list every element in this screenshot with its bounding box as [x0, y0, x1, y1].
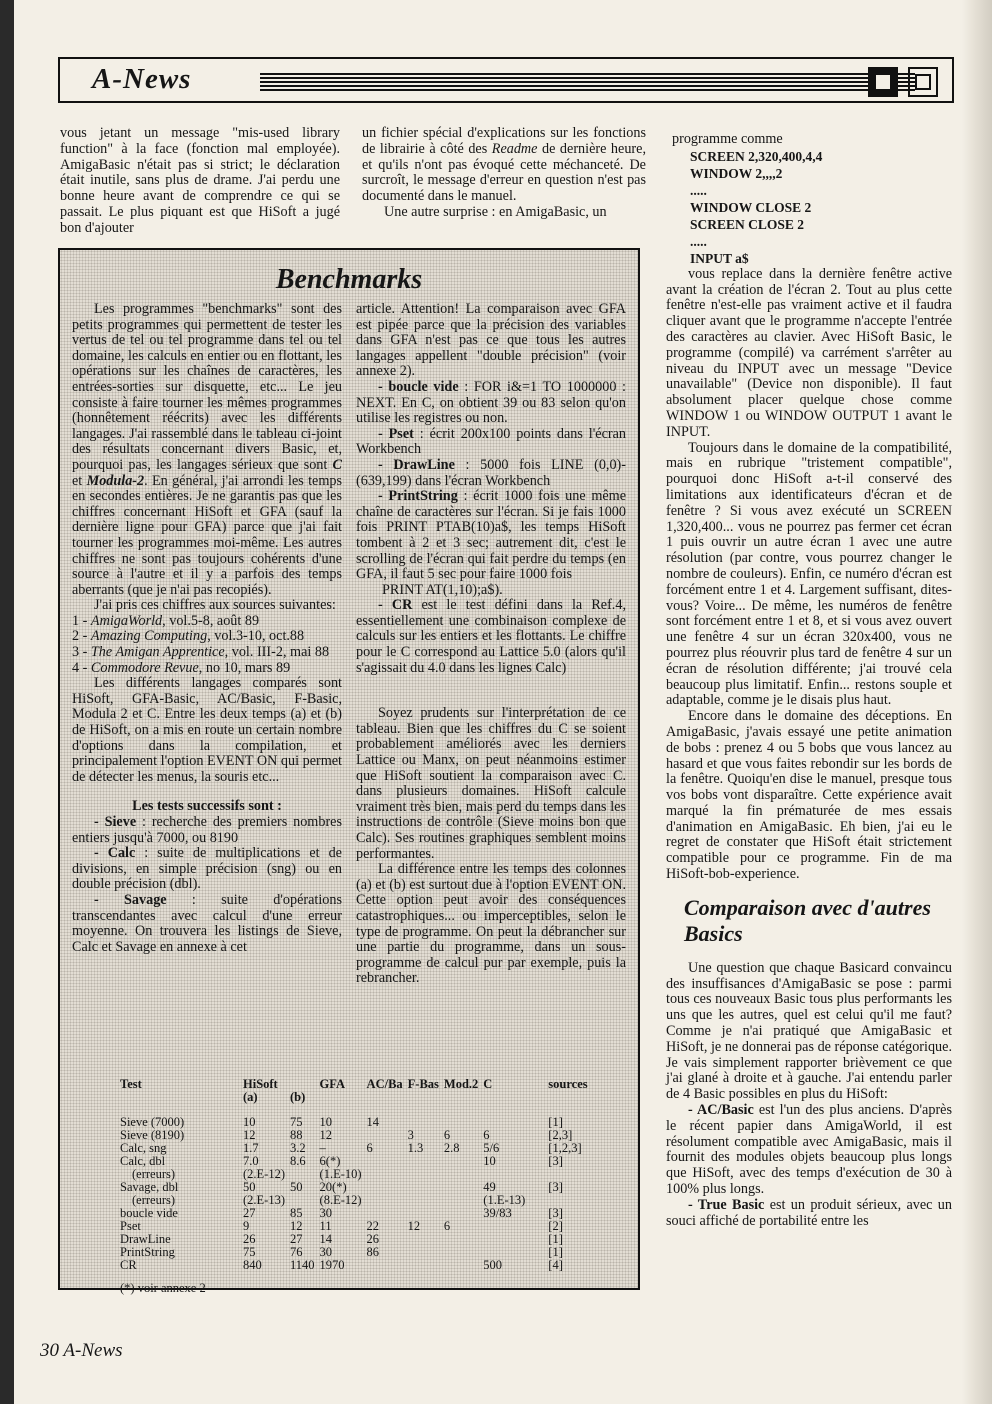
table-spacer [120, 1104, 593, 1116]
table-cell: 10 [319, 1115, 333, 1129]
table-cell: 27 [243, 1206, 256, 1220]
page-spine [0, 0, 14, 1404]
source-number: 2 - [72, 628, 91, 645]
table-cell: 5/6 [483, 1141, 500, 1155]
masthead [58, 57, 954, 103]
table-cell: (1.E-10) [319, 1167, 362, 1181]
table-cell [367, 1194, 408, 1207]
box-text: et [72, 472, 83, 489]
tests-heading: Les tests successifs sont : [132, 798, 282, 815]
source-title: Amazing Computing [90, 628, 208, 645]
box-right-paragraph-2: Soyez prudents sur l'interprétation de ce tableau. Bien que les chiffres du C se soient probablement améliorés avec les derniers Lattice ou Manx, on peut néanmoins estimer que HiSoft soutient la comparaison avec C. dans plusieurs domaines. HiSoft calcule vraiment très bien, mais perd du temps dans les instructions de contrôle (Sieve moins bon que Calc). Ses routines graphiques semblent moins performantes. [356, 705, 626, 862]
section-heading: Comparaison avec d'autres Basics [684, 894, 931, 946]
table-row [120, 1194, 593, 1207]
table-cell: 500 [483, 1258, 503, 1272]
table-cell [444, 1091, 483, 1104]
sources-list [72, 614, 342, 676]
box-text: : 5000 fois LINE (0,0)-(639,199) dans l'écran Workbench [356, 456, 627, 489]
col3-paragraph-3: Encore dans le domaine des déceptions. En AmigaBasic, j'avais essayé une petite animation de bobs : prenez 4 ou 5 bobs que vous lancez au hasard et que vous faites rebondir sur les bords de la fenêtre. Quoiqu'en dise le manuel, presque tous vos bobs vont disparaître. Cette expérience avait marqué la fin prématurée de mes essais d'animation en AmigaBasic. Eh bien, j'ai eu le regret de constater que HiSoft était strictement compatible pour ce programme. Fin de ma HiSoft-bob-experience. [666, 708, 952, 883]
table-footnote: (*) voir annexe 2 [120, 1281, 206, 1295]
table-cell: 76 [290, 1245, 303, 1259]
table-cell: Pset [120, 1219, 141, 1233]
table-cell: 9 [243, 1219, 250, 1233]
source-item [72, 661, 342, 677]
table-cell: CR [120, 1258, 137, 1272]
box-text: : suite d'opérations transcendantes avec calcul d'une erreur moyenne. On trouvera les listings de Sieve, Calc et Savage en annexe à cet [72, 891, 342, 955]
table-cell: 49 [483, 1180, 496, 1194]
table-cell: 85 [290, 1206, 303, 1220]
term-pset: - Pset [378, 425, 414, 442]
subheader-b: (b) [290, 1090, 306, 1104]
table-cell: 1.3 [407, 1141, 424, 1155]
table-cell: 27 [290, 1232, 303, 1246]
table-cell [483, 1116, 530, 1129]
col3-intro: programme comme [672, 131, 783, 147]
table-cell [408, 1259, 444, 1272]
col2-paragraph-1 [362, 126, 646, 205]
term-c: C [332, 456, 343, 473]
table-cell: 10 [243, 1115, 256, 1129]
table-cell: [3] [548, 1154, 563, 1168]
table-cell: 10 [483, 1154, 496, 1168]
table-cell [408, 1091, 444, 1104]
source-title: AmigaWorld [90, 612, 163, 629]
col3-paragraph-1: vous replace dans la dernière fenêtre active avant la création de l'écran 2. Tout au plus cette fenêtre n'est-elle pas vraiment active et il faudra cliquer avant que le programme n'accepte l'entrée des caractères au clavier. Avec HiSoft Basic, le programme (compilé) va carrément s'arrêter au niveau du INPUT avec un message "Device unavailable" (Device non disponible). Il faut absolument placer quelque chose comme WINDOW 1 ou WINDOW OUTPUT 1 avant le INPUT. [666, 265, 952, 440]
table-cell: 14 [366, 1115, 380, 1129]
box-text: : suite de multiplications et de divisions, en simple précision (sng) ou en double précision (dbl). [72, 845, 342, 893]
source-ref: , vol.3-10, oct.88 [207, 628, 305, 645]
column-3 [666, 132, 952, 1229]
table-cell [408, 1233, 444, 1246]
table-cell: [4] [548, 1258, 563, 1272]
box-text: est le test défini dans la Ref.4, essentiellement une combinaison complexe de calculs sur les entiers et les flottants. Le chiffre pour le C correspond au Lattice 5.0 (alors qu'il s'agissait du 4.0 dans les lignes Calc) [356, 597, 626, 676]
table-cell: 11 [319, 1219, 332, 1233]
col3-paragraph-2: Toujours dans le domaine de la compatibilité, mais en rubrique "tristement compatible", pourquoi donc HiSoft a-t-il conservé des limitations aux identificateurs d'écran et de fenêtre ? Si vous avez exécuté un SCREEN 1,320,400... vous ne pourrez pas fermer cet écran 1 puis ouvrir un autre écran 1 avec une autre résolution (par contre, vous pourrez changer le nombre de couleurs). Enfin, ce numéro d'écran est forcément entre 1 et 4. Largement suffisant, dites-vous? Voire... De même, les numéros de fenêtre sont forcément entre 1 et 8, et si vous avez ouvert une fenêtre 4 sur un écran 320x400, vous ne pourrez plus réouvrir plus tard de fenêtre 4 sur un écran de résolution différente; j'ai trouvé cela beaucoup plus limitatif. Enfin... restons souple et adaptable, comme je le disais plus haut. [666, 439, 952, 709]
table-cell [367, 1155, 408, 1168]
col2-text: un fichier spécial d'explications sur les fonctions de librairie à côté des [362, 125, 646, 157]
table-cell: [1] [548, 1232, 563, 1246]
table-cell: Calc, dbl [120, 1154, 166, 1168]
header-sources: sources [548, 1077, 588, 1091]
code-listing [666, 148, 952, 267]
table-cell [444, 1246, 483, 1259]
col3-paragraph-6 [666, 1198, 952, 1230]
bench-drawline [356, 458, 626, 489]
masthead-rule [260, 73, 915, 91]
bench-loop [356, 380, 626, 427]
term-savage: - Savage [94, 891, 167, 908]
bench-cr [356, 598, 626, 676]
table-cell: [1,2,3] [548, 1141, 582, 1155]
table-cell: 3 [407, 1128, 414, 1142]
table-cell: [2] [548, 1219, 563, 1233]
source-title: Commodore Revue [90, 659, 199, 676]
table-cell [530, 1091, 592, 1104]
table-cell: 12 [290, 1219, 303, 1233]
term-modula: Modula-2 [86, 472, 145, 489]
term-truebasic: - True Basic [688, 1196, 765, 1213]
test-savage [72, 893, 342, 955]
table-cell: 6 [443, 1219, 451, 1233]
table-cell: Sieve (8190) [120, 1128, 185, 1142]
test-calc [72, 846, 342, 893]
table-body [120, 1116, 593, 1272]
table-cell: Sieve (7000) [120, 1115, 185, 1129]
source-item [72, 629, 342, 645]
term-calc: - Calc [94, 845, 136, 862]
table-cell [444, 1181, 483, 1194]
box-text: . En général, j'ai arrondi les temps en secondes entières. Je ne garantis pas que les chiffres concernant HiSoft et GFA (sauf la dernière ligne pour GFA) parce que j'ai fait tourner les programmes moi-même. Les autres chiffres ne sont pas toujours cohérents d'une source à l'autre et il y a parfois des temps aberrants (que je n'ai pas recopiés). [72, 472, 342, 598]
col3-text: est un produit sérieux, avec un souci affiché de portabilité entre les [666, 1196, 952, 1229]
box-paragraph-2: J'ai pris ces chiffres aux sources suivantes: [94, 597, 336, 614]
page-edge [962, 0, 992, 1404]
term-cr: - CR [378, 597, 413, 614]
table-cell: 840 [243, 1258, 262, 1272]
col2-text: de dernière heure, et qu'ils n'ont pas évoqué cette méchanceté. De surcroît, le message d'erreur en question n'est pas documenté dans le manuel. [362, 140, 646, 205]
header-test: Test [120, 1077, 142, 1091]
column-1-top [60, 126, 340, 237]
source-ref: , vol.5-8, août 89 [162, 612, 260, 629]
benchmarks-box [58, 248, 640, 1295]
table-cell: [1] [548, 1245, 563, 1259]
source-number: 1 - [72, 612, 91, 629]
table-cell [444, 1155, 483, 1168]
table-cell: 88 [290, 1128, 303, 1142]
table-cell [367, 1091, 408, 1104]
table-cell: 6(*) [319, 1154, 341, 1168]
code-line: ..... [690, 182, 707, 198]
table-cell: 50 [290, 1180, 303, 1194]
code-line: SCREEN CLOSE 2 [690, 216, 805, 232]
source-ref: , no 10, mars 89 [198, 659, 291, 676]
table-cell [444, 1168, 483, 1181]
box-text: : écrit 200x100 points dans l'écran Workbench [356, 425, 626, 458]
table-cell [408, 1194, 444, 1207]
readme-emphasis: Readme [491, 140, 538, 157]
source-ref: , vol. III-2, mai 88 [224, 644, 330, 661]
box-text: Les programmes "benchmarks" sont des petits programmes qui permettent de tester les vertus de tel ou tel programme dans tel ou tel domaine, les calculs en entier ou en flottant, les opérations sur les chaînes de caractères, les entrées-sorties sur disquette, etc... Le jeu consiste à faire tourner les mêmes programmes (honnêtement réécrits) avec les différents langages. J'ai rassemblé dans le tableau ci-joint des résultats concernant divers Basic, et, pourquoi pas, les langages sérieux que sont [72, 301, 342, 473]
table-cell: boucle vide [120, 1206, 178, 1220]
box-right-paragraph-3: La différence entre les temps des colonnes (a) et (b) est surtout due à l'option EVENT ON. Cette option peut avoir des conséquences catastrophiques... ou imperceptibles, selon le type de programme. On peut la débrancher sur une partie du programme, dans un sous-programme de calcul pur par exemple, puis la rebrancher. [356, 861, 626, 987]
bench-printstring-code: PRINT AT(1,10);a$). [382, 581, 503, 598]
header-hisoft: HiSoft [243, 1077, 278, 1091]
source-title: The Amigan Apprentice [90, 644, 225, 661]
table-cell [408, 1155, 444, 1168]
box-title: Benchmarks [275, 264, 423, 295]
table-cell: (erreurs) [132, 1193, 176, 1207]
table-cell: (8.E-12) [319, 1193, 362, 1207]
table-cell: 39/83 [483, 1206, 512, 1220]
header-acba: AC/Ba [366, 1077, 403, 1091]
page-footer: 30 A-News [40, 1340, 123, 1361]
table-cell: 6 [483, 1128, 490, 1142]
table-cell: [3] [548, 1180, 563, 1194]
table-cell: 2.8 [443, 1141, 460, 1155]
table-row [120, 1220, 593, 1233]
box-paragraph-1 [72, 302, 342, 598]
table-cell: 12 [319, 1128, 333, 1142]
table-cell: 1.7 [243, 1141, 259, 1155]
table-cell: 14 [319, 1232, 333, 1246]
table-cell: Calc, sng [120, 1141, 167, 1155]
table-cell: 75 [290, 1115, 303, 1129]
term-sieve: - Sieve [94, 814, 137, 830]
term-boucle: - boucle vide [378, 378, 459, 395]
table-cell [483, 1091, 530, 1104]
box-text: : écrit 1000 fois une même chaîne de caractères sur l'écran. Si je fais 1000 fois PRINT PTAB(10)a$, les temps HiSoft tombent à 2 et 3 sec; autrement dit, c'est le scrolling de l'écran qui fait perdre du temps (en GFA, il faut 5 sec pour faire 1000 fois [356, 488, 626, 583]
source-number: 3 - [72, 644, 91, 661]
table-footnote-row [120, 1282, 593, 1295]
table-cell: 86 [366, 1245, 380, 1259]
table-cell: 12 [243, 1128, 256, 1142]
box-text: : recherche des premiers nombres entiers jusqu'à 7000, ou 8190 [72, 814, 342, 846]
table-cell: 3.2 [290, 1141, 306, 1155]
table-cell: 1970 [319, 1258, 345, 1272]
table-cell: 75 [243, 1245, 256, 1259]
masthead-title: A-News [92, 63, 192, 95]
box-right-paragraph-1: article. Attention! La comparaison avec GFA est pipée parce que la précision des variables dans GFA n'est pas ce que tous les autres langages appellent "double précision" (voir annexe 2). [356, 301, 626, 380]
table-cell [120, 1104, 593, 1116]
table-cell: 8.6 [290, 1154, 306, 1168]
code-line: WINDOW CLOSE 2 [690, 199, 812, 215]
col3-paragraph-5 [666, 1103, 952, 1198]
table-cell: [3] [548, 1206, 563, 1220]
table-row [120, 1142, 593, 1155]
table-cell [320, 1091, 367, 1104]
table-cell [367, 1259, 408, 1272]
table-cell: 26 [366, 1232, 380, 1246]
table-cell: 1140 [290, 1258, 315, 1272]
box-text: : FOR i&=1 TO 1000000 : NEXT. En C, on obtient 39 ou 83 selon qu'on utilise les registres ou non. [356, 378, 626, 427]
table-cell [408, 1246, 444, 1259]
table-cell: (1.E-13) [483, 1193, 526, 1207]
table-cell [444, 1259, 483, 1272]
col1-paragraph: vous jetant un message "mis-used library function" à la face (fonction mal employée). AmigaBasic n'était pas si strict; le déclaration était inutile, sans plus de drame. J'ai perdu une bonne heure avant de comprendre ce qui se passait. Le plus piquant est que HiSoft a jugé bon d'ajouter [60, 125, 340, 236]
term-acbasic: - AC/Basic [688, 1102, 754, 1119]
source-item [72, 614, 342, 630]
col3-text: est l'un des plus anciens. D'après le récent papier dans AmigaWorld, il est résolument compatible avec AmigaBasic, mais il fournit des modules objets beaucoup plus longs que HiSoft, avec des temps d'exécution de 30 à 100% plus longs. [666, 1102, 952, 1198]
table-row [120, 1246, 593, 1259]
header-gfa: GFA [319, 1077, 346, 1091]
table-cell: 6 [443, 1128, 451, 1142]
code-line: ..... [690, 233, 707, 249]
table-cell [367, 1168, 408, 1181]
table-cell [444, 1194, 483, 1207]
table-cell [120, 1091, 243, 1104]
code-line: INPUT a$ [690, 250, 749, 266]
box-paragraph-3: Les différents langages comparés sont HiSoft, GFA-Basic, AC/Basic, F-Basic, Modula 2 et C. Entre les deux temps (a) et (b) de HiSoft, on a mis en route un certain nombre d'options dans la compilation, et principalement l'option EVENT ON qui permet de détecter les menus, la souris etc... [72, 675, 342, 785]
table-row [120, 1168, 593, 1181]
header-mod2: Mod.2 [443, 1077, 479, 1091]
window-icon [868, 67, 898, 97]
bench-printstring [356, 489, 626, 583]
table-row [120, 1259, 593, 1272]
table-cell: 30 [319, 1206, 333, 1220]
window-outline-icon [908, 67, 938, 97]
table-cell: 30 [319, 1245, 333, 1259]
table-cell: 26 [243, 1232, 256, 1246]
source-item [72, 645, 342, 661]
table-row [120, 1116, 593, 1129]
bench-pset [356, 427, 626, 458]
table-cell [367, 1181, 408, 1194]
table-cell: 6 [366, 1141, 373, 1155]
col2-paragraph-2: Une autre surprise : en AmigaBasic, un [384, 203, 607, 220]
table-cell: Savage, dbl [120, 1180, 179, 1194]
header-c: C [483, 1077, 493, 1091]
table-cell: 50 [243, 1180, 256, 1194]
table-row [120, 1207, 593, 1220]
table-row [120, 1129, 593, 1142]
header-fbas: F-Bas [407, 1077, 439, 1091]
table-cell: (erreurs) [132, 1167, 176, 1181]
source-number: 4 - [72, 659, 91, 676]
table-cell: [2,3] [548, 1128, 573, 1142]
table-row [120, 1233, 593, 1246]
column-2-top [362, 126, 646, 221]
code-line: SCREEN 2,320,400,4,4 [690, 148, 823, 164]
table-cell: DrawLine [120, 1232, 171, 1246]
table-cell: 20(*) [319, 1180, 347, 1194]
box-left-column [72, 302, 342, 955]
table-cell: 7.0 [243, 1154, 259, 1168]
benchmark-table [120, 1078, 593, 1295]
table-cell: 12 [407, 1219, 421, 1233]
table-cell: PrintString [120, 1245, 175, 1259]
term-drawline: - DrawLine [378, 456, 455, 473]
table-cell: – [319, 1141, 326, 1155]
table-cell [408, 1181, 444, 1194]
table-cell: (2.E-13) [243, 1193, 285, 1207]
table-subheader-row [120, 1091, 593, 1104]
table-cell: (2.E-12) [243, 1167, 285, 1181]
table-header-row [120, 1078, 593, 1091]
table-cell [483, 1233, 530, 1246]
box-right-column [356, 302, 626, 987]
code-line: WINDOW 2,,,,2 [690, 165, 783, 181]
term-printstring: - PrintString [378, 488, 458, 505]
subheader-a: (a) [243, 1090, 258, 1104]
table-cell [408, 1168, 444, 1181]
table-cell: [1] [548, 1115, 563, 1129]
test-sieve [72, 815, 342, 846]
table-cell [444, 1233, 483, 1246]
table-cell: 22 [366, 1219, 380, 1233]
table-cell [483, 1220, 530, 1233]
col3-paragraph-4: Une question que chaque Basicard convaincu des insuffisances d'AmigaBasic se pose : parmi tous ces nouveaux Basic tous plus performants les uns que les autres, quel est celui qu'il me faut? Comme je n'ai pratiqué que AmigaBasic et HiSoft, je ne donnerai pas de réponse catégorique. Je vais simplement rapporter brièvement ce que j'ai glané à droite et à gauche. J'ai entendu parler de 4 Basic possibles en plus du HiSoft: [666, 959, 952, 1103]
